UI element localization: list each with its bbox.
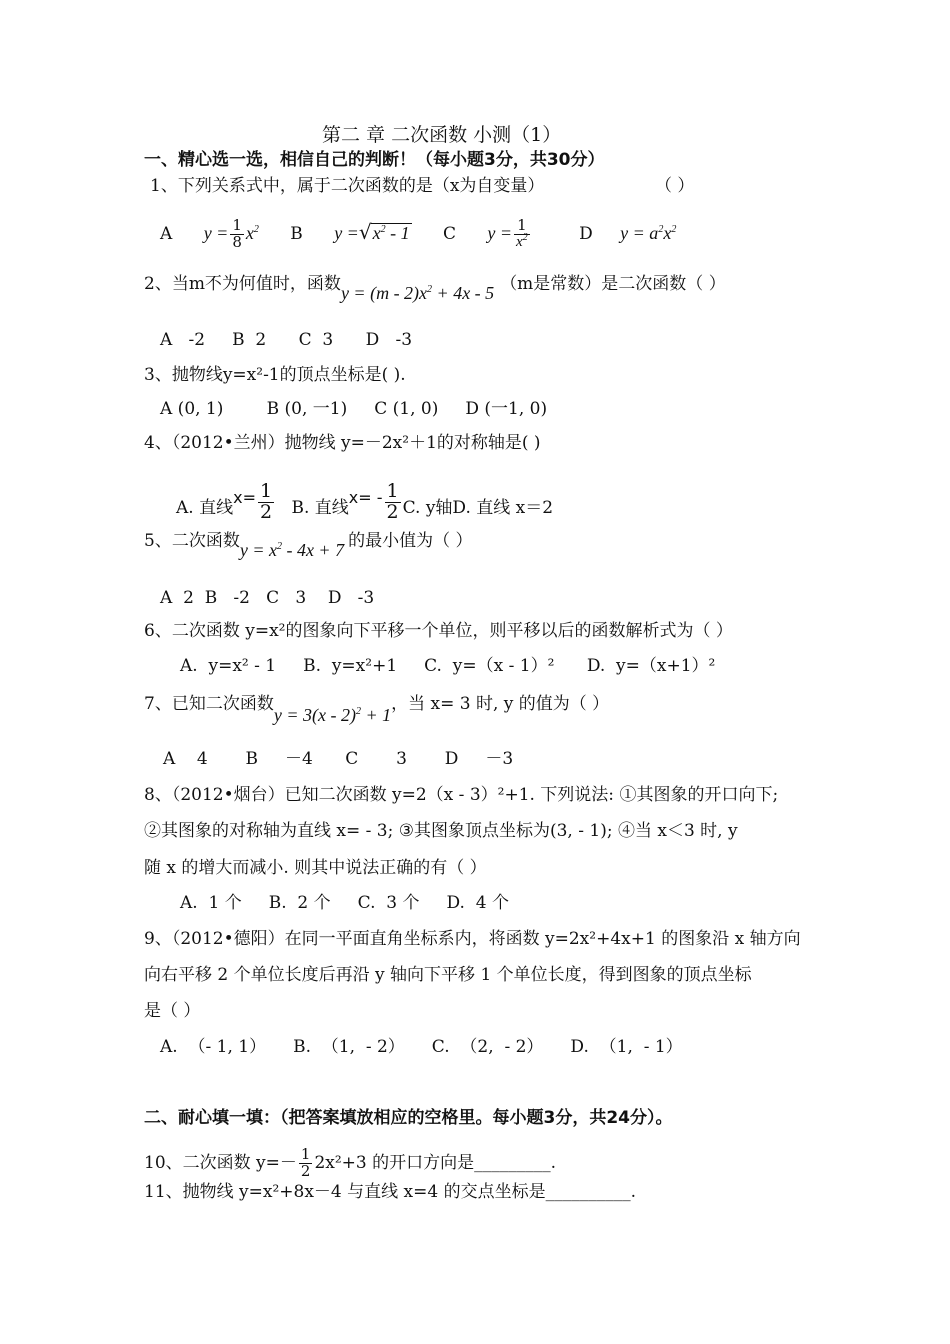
q1-options: A y = $\frac{1}{8}$ $x^2$ B $y =√x^2 - 1$ C y = $\frac{1}{x^2}$ D $y = a^2x^2$ bbox=[160, 216, 677, 251]
q9-line-2: 向右平移 2 个单位长度后再沿 y 轴向下平移 1 个单位长度，得到图象的顶点坐标 bbox=[144, 965, 752, 985]
q2-stem: 2、当m不为何值时，函数$y = (m - 2)x^2 + 4x - 5$ （m是常数）是二次函数（ ） bbox=[144, 274, 726, 303]
section-1-heading: 一、精心选一选，相信自己的判断！（每小题3分，共30分） bbox=[144, 150, 605, 170]
q10-stem-start: 10、二次函数 y=－ bbox=[144, 1152, 297, 1173]
q5-options: A 2 B -2 C 3 D -3 bbox=[160, 588, 375, 608]
q9-line-3: 是（ ） bbox=[144, 1001, 201, 1021]
section-2-heading: 二、耐心填一填：（把答案填放相应的空格里。每小题3分，共24分）。 bbox=[144, 1108, 673, 1128]
q11-stem: 11、抛物线 y=x²+8x－4 与直线 x=4 的交点坐标是__________. bbox=[144, 1182, 637, 1202]
q9-line-1: 9、（2012•德阳）在同一平面直角坐标系内，将函数 y=2x²+4x+1 的图象沿 x 轴方向 bbox=[144, 929, 801, 949]
q1-option-d-label: D bbox=[579, 223, 593, 244]
q1-a-fraction: $\frac{1}{8}$ bbox=[232, 216, 242, 251]
q5-stem-end: 的最小值为（ ） bbox=[348, 531, 473, 551]
q6-options: A. y=x² - 1 B. y=x²+1 C. y=（x - 1）² D. y=（x+1）² bbox=[180, 656, 716, 676]
q7-stem-end: ，当 x= 3 时, y 的值为（ ） bbox=[391, 694, 610, 714]
q7-stem-start: 7、已知二次函数 bbox=[144, 694, 274, 714]
page-title: 第二 章 二次函数 小测（1） bbox=[322, 124, 562, 146]
q8-line-2: ②其图象的对称轴为直线 x= - 3; ③其图象顶点坐标为(3, - 1); ④当 x＜3 时, y bbox=[144, 821, 738, 841]
q1-answer-blank: （ ） bbox=[655, 176, 695, 196]
q6-stem: 6、二次函数 y=x²的图象向下平移一个单位，则平移以后的函数解析式为（ ） bbox=[144, 621, 733, 641]
q10-stem: 10、二次函数 y=－ $\frac{1}{2}$ 2x²+3 的开口方向是_________. bbox=[144, 1145, 557, 1180]
q3-options: A (0, 1) B (0, 一1) C (1, 0) D (一1, 0) bbox=[160, 399, 548, 419]
q4-options: A. 直线x= $\frac{1}{2}$ B. 直线x= - $\frac{1}{2}$ C. y轴D. 直线 x＝2 bbox=[176, 480, 554, 523]
q4-option-cd: C. y轴D. 直线 x＝2 bbox=[402, 497, 554, 518]
q1-option-c-label: C bbox=[442, 223, 456, 244]
q5-stem: 5、二次函数$y = x^2 - 4x + 7$ 的最小值为（ ） bbox=[144, 531, 473, 560]
q2-stem-start: 2、当m不为何值时，函数 bbox=[144, 274, 341, 294]
q5-stem-start: 5、二次函数 bbox=[144, 531, 240, 551]
q7-options: A 4 B －4 C 3 D －3 bbox=[163, 749, 514, 769]
q2-options: A -2 B 2 C 3 D -3 bbox=[160, 330, 413, 350]
q1-option-a-label: A bbox=[160, 223, 173, 244]
q8-line-3: 随 x 的增大而减小. 则其中说法正确的有（ ） bbox=[144, 858, 487, 878]
q1-stem: 1、下列关系式中，属于二次函数的是（x为自变量） bbox=[150, 176, 545, 196]
q1-b-sqrt: $x^2 - 1$ bbox=[372, 222, 410, 243]
q3-stem: 3、抛物线y=x²-1的顶点坐标是( ). bbox=[144, 365, 406, 385]
q9-options: A. （- 1, 1） B. （1, - 2） C. （2, - 2） D. （1, - 1） bbox=[160, 1037, 683, 1057]
q4-stem: 4、（2012•兰州）抛物线 y=－2x²＋1的对称轴是( ) bbox=[144, 433, 541, 453]
q4-option-b-label: B. 直线 bbox=[291, 497, 349, 518]
q1-c-fraction: $\frac{1}{x^2}$ bbox=[516, 216, 528, 250]
q1-option-b-label: B bbox=[290, 223, 303, 244]
q8-options: A. 1 个 B. 2 个 C. 3 个 D. 4 个 bbox=[180, 893, 509, 913]
q10-stem-end: 2x²+3 的开口方向是_________. bbox=[314, 1152, 557, 1173]
q7-stem: 7、已知二次函数y = 3(x - 2)$^2$ + 1，当 x= 3 时, y 的值为（ ） bbox=[144, 694, 610, 725]
q8-line-1: 8、（2012•烟台）已知二次函数 y=2（x - 3）²+1. 下列说法: ①其图象的开口向下; bbox=[144, 785, 779, 805]
q4-option-a-label: A. 直线 bbox=[176, 497, 234, 518]
q2-stem-end: （m是常数）是二次函数（ ） bbox=[500, 274, 726, 294]
